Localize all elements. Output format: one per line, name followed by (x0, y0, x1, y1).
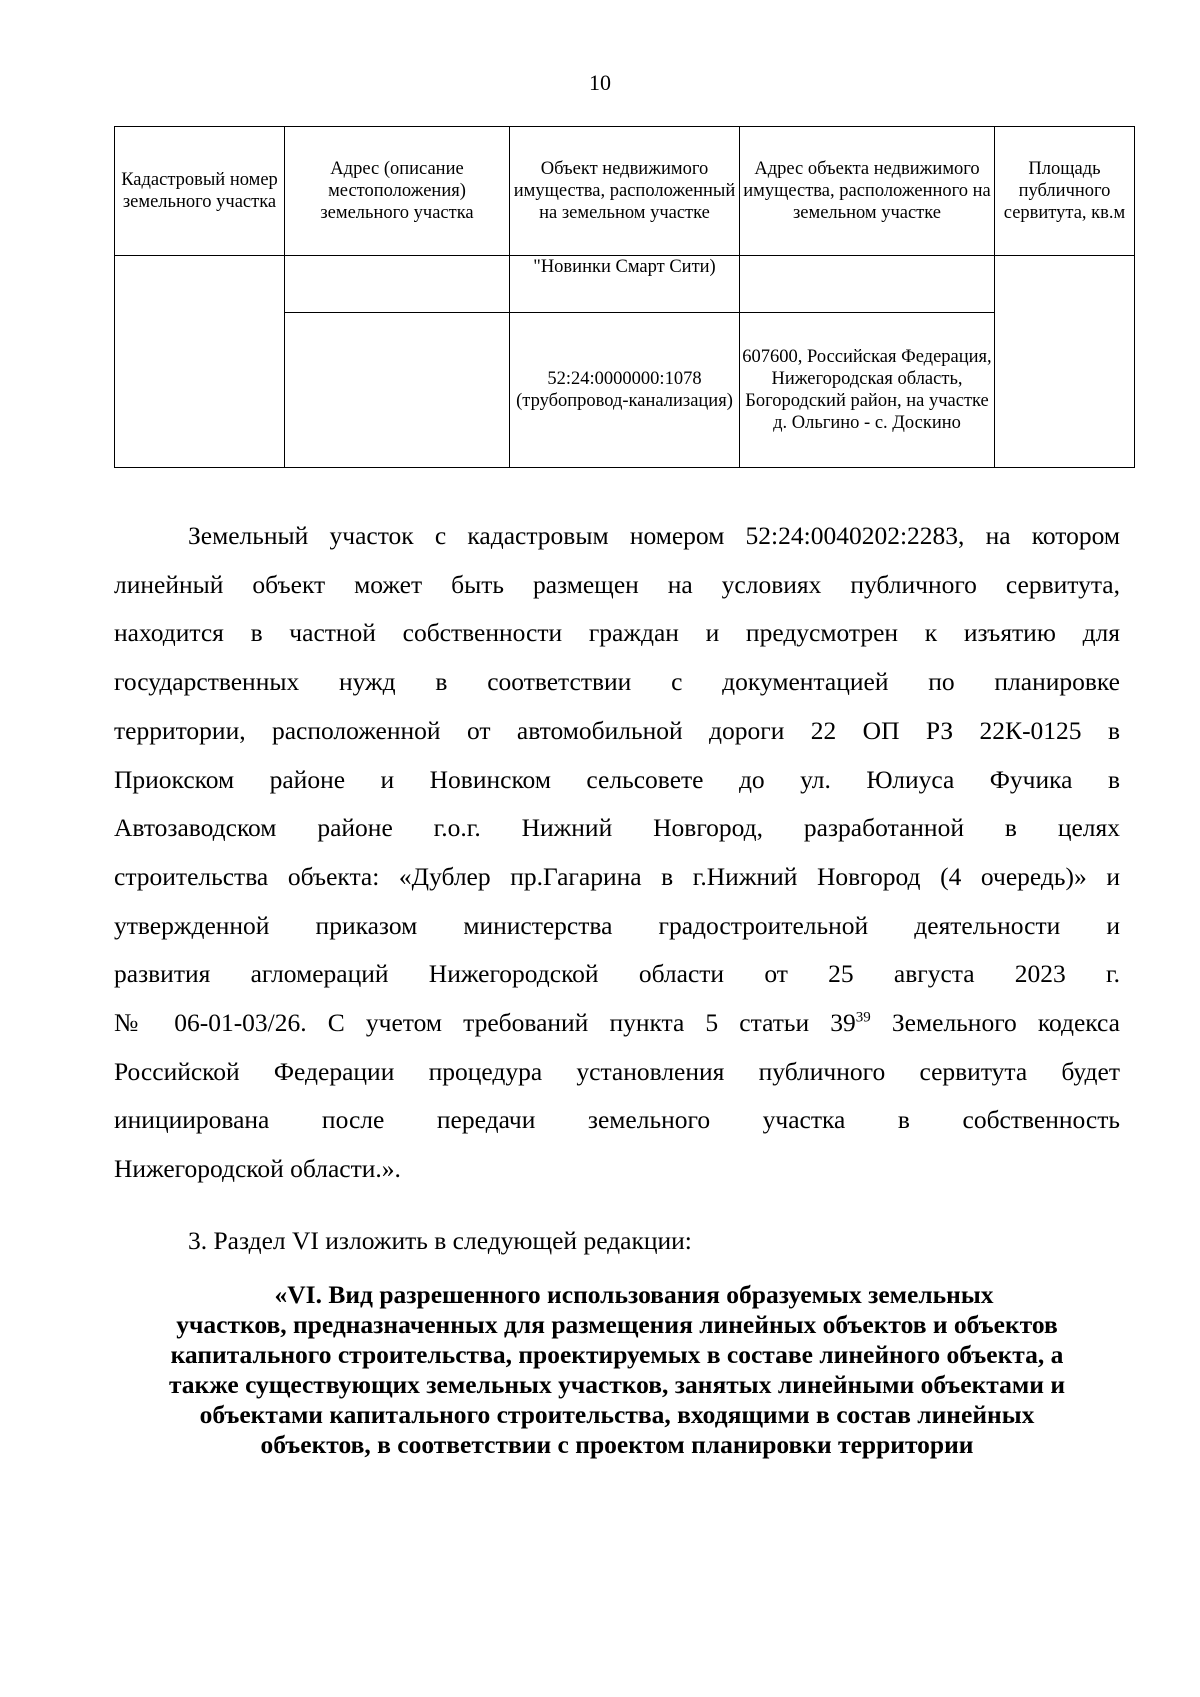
header-plot-address: Адрес (описание местоположения) земельного участка (285, 127, 510, 256)
section-vi-heading (114, 1280, 1120, 1460)
heading-line: «VI. Вид разрешенного использования образуемых земельных (274, 1280, 994, 1309)
item-3-text: 3. Раздел VI изложить в следующей редакции: (188, 1226, 692, 1255)
land-plot-paragraph (114, 512, 1120, 1194)
heading-line: также существующих земельных участков, занятых линейными объектами и (168, 1370, 1066, 1399)
cell-plot-address (285, 313, 510, 468)
paragraph-line: государственных нужд в соответствии с документацией по планировке (114, 667, 1120, 697)
line-text: № 06-01-03/26. С учетом требований пункта 5 статьи 39 (114, 1008, 856, 1038)
cell-servitude-area (995, 256, 1135, 468)
table-header-row (115, 127, 1135, 256)
paragraph-line: Российской Федерации процедура установления публичного сервитута будет (114, 1056, 1120, 1086)
paragraph-line (114, 999, 1120, 1048)
paragraph-line: Автозаводском районе г.о.г. Нижний Новгород, разработанной в целях (114, 813, 1120, 843)
page-number: 10 (589, 70, 611, 95)
cell-property-object: "Новинки Смарт Сити) (510, 256, 740, 313)
cell-object-address (740, 256, 995, 313)
line-text: Земельного кодекса (870, 1008, 1120, 1038)
cell-plot-address (285, 256, 510, 313)
header-property-object: Объект недвижимого имущества, расположенный на земельном участке (510, 127, 740, 256)
paragraph-line: Нижегородской области.». (114, 1154, 401, 1184)
heading-line: объектов, в соответствии с проектом планировки территории (260, 1430, 974, 1459)
header-cadastral-number: Кадастровый номер земельного участка (115, 127, 285, 256)
cell-property-object: 52:24:0000000:1078 (трубопровод-канализация) (510, 313, 740, 468)
article-superscript: 39 (855, 1009, 871, 1026)
paragraph-line: территории, расположенной от автомобильной дороги 22 ОП РЗ 22К-0125 в (114, 715, 1120, 745)
cell-cadastral-number (115, 256, 285, 468)
table-row (115, 256, 1135, 313)
heading-line: объектами капитального строительства, входящими в состав линейных (199, 1400, 1035, 1429)
paragraph-line: находится в частной собственности граждан и предусмотрен к изъятию для (114, 618, 1120, 648)
paragraph-line: Приокском районе и Новинском сельсовете до ул. Юлиуса Фучика в (114, 764, 1120, 794)
header-object-address: Адрес объекта недвижимого имущества, расположенного на земельном участке (740, 127, 995, 256)
heading-line: участков, предназначенных для размещения линейных объектов и объектов (176, 1310, 1058, 1339)
servitude-table (114, 126, 1135, 468)
paragraph-line: Земельный участок с кадастровым номером 52:24:0040202:2283, на котором (188, 521, 1120, 550)
paragraph-line: развития агломераций Нижегородской области от 25 августа 2023 г. (114, 959, 1120, 989)
heading-line: капитального строительства, проектируемых в составе линейного объекта, а (170, 1340, 1064, 1369)
header-servitude-area: Площадь публичного сервитута, кв.м (995, 127, 1135, 256)
cell-object-address: 607600, Российская Федерация, Нижегородская область, Богородский район, на участке д. Ольгино - с. Доскино (740, 313, 995, 468)
paragraph-line: линейный объект может быть размещен на условиях публичного сервитута, (114, 569, 1120, 599)
paragraph-line: строительства объекта: «Дублер пр.Гагарина в г.Нижний Новгород (4 очередь)» и (114, 861, 1120, 891)
paragraph-line: инициирована после передачи земельного участка в собственность (114, 1105, 1120, 1135)
paragraph-line: утвержденной приказом министерства градостроительной деятельности и (114, 910, 1120, 940)
